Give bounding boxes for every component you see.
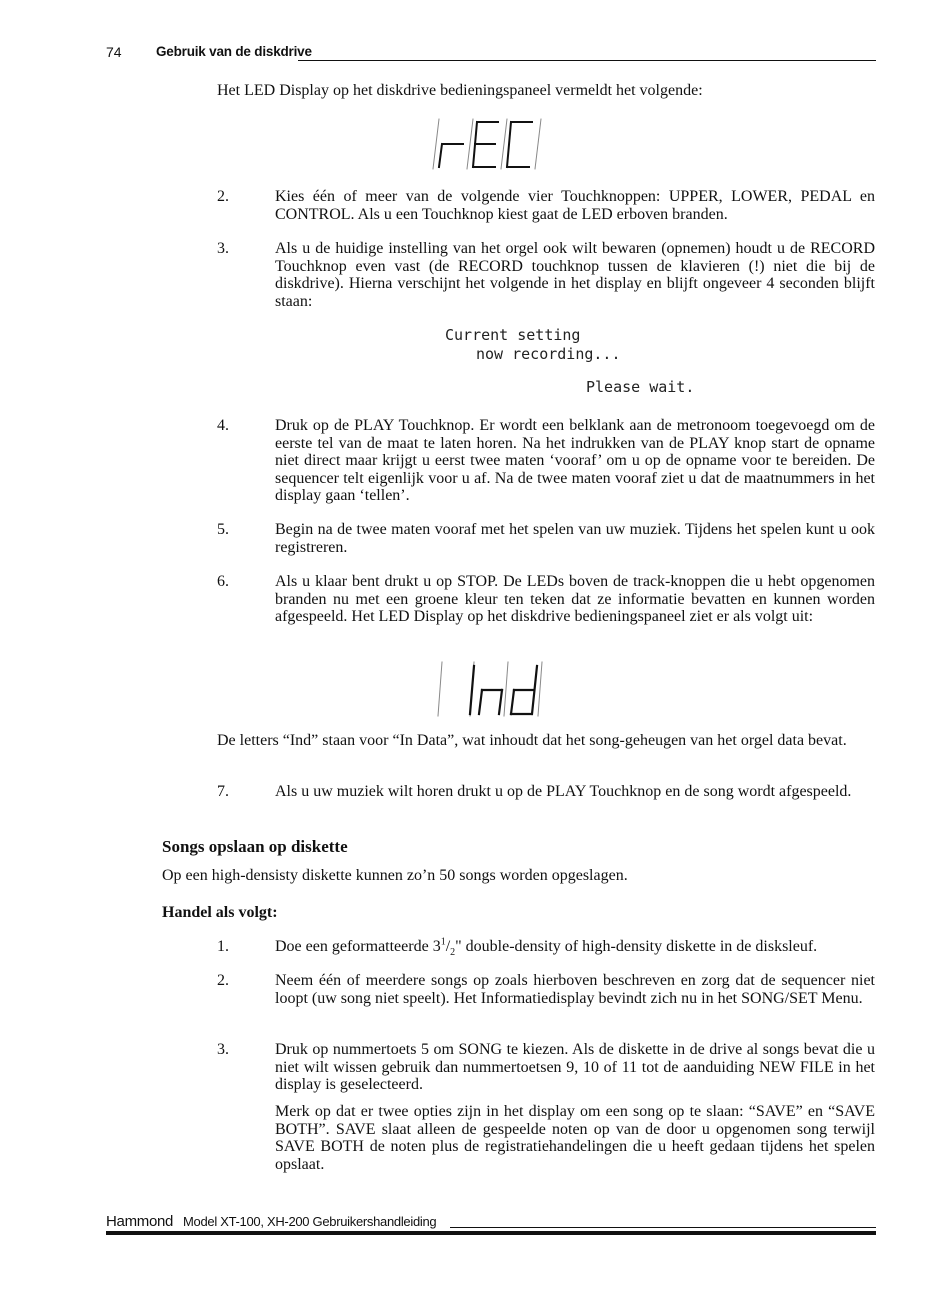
step-5-text: Begin na de twee maten vooraf met het spelen van uw muziek. Tijdens het spelen kunt u ook registreren. xyxy=(275,521,875,556)
page-number: 74 xyxy=(106,44,122,60)
header-rule xyxy=(298,60,876,61)
running-header: Gebruik van de diskdrive xyxy=(156,44,312,59)
fraction-numerator: 1 xyxy=(440,936,446,948)
step-4-text: Druk op de PLAY Touchknop. Er wordt een belklank aan de metronoom toegevoegd om de eerste tel van de maat te laten horen. Na het indrukken van de PLAY knop start de opname niet direct maar krijgt u eerst twee maten ‘vooraf’ om u op de opname voor te bereiden. De sequencer telt eigenlijk voor u af. Na de twee maten vooraf ziet u dat de maatnummers in het display gaan ‘tellen’. xyxy=(275,417,875,504)
footer-rule-thin xyxy=(450,1227,876,1228)
step-5-number: 5. xyxy=(217,521,229,538)
save-step-3-note: Merk op dat er twee opties zijn in het display om een song op te slaan: “SAVE” en “SAVE BOTH”. SAVE slaat alleen de gespeelde noten op van de door u opgenomen song terwijl SAVE BOTH de noten plus de registratiehandelingen die u heeft gedaan tijdens het spelen opslaat. xyxy=(275,1103,875,1173)
step-4-number: 4. xyxy=(217,417,229,434)
step-2-number: 2. xyxy=(217,188,229,205)
fraction-denominator: 2 xyxy=(450,947,456,959)
step-7-text: Als u uw muziek wilt horen drukt u op de PLAY Touchknop en de song wordt afgespeeld. xyxy=(275,783,852,800)
save-step-3-text: Druk op nummertoets 5 om SONG te kiezen. Als de diskette in de drive al songs bevat die u niet wilt wissen gebruik dan nummertoetsen 9, 10 of 11 tot de aanduiding NEW FILE in het display is geselecteerd. xyxy=(275,1041,875,1093)
led-display-rec xyxy=(425,117,555,175)
save-step-1-post: " double-density of high-density diskette in de disksleuf. xyxy=(455,938,818,955)
led-display-ind xyxy=(432,660,557,722)
save-step-2-number: 2. xyxy=(217,972,229,989)
save-step-3-number: 3. xyxy=(217,1041,229,1058)
display-message-line-2: now recording... xyxy=(476,345,621,363)
save-step-1-number: 1. xyxy=(217,938,229,955)
step-3-text: Als u de huidige instelling van het orgel ook wilt bewaren (opnemen) houdt u de RECORD Touchknop even vast (de RECORD touchknop tussen de klavieren (!) niet die bij de diskdrive). Hierna verschijnt het volgende in het display en blijft ongeveer 4 seconden blijft staan: xyxy=(275,240,875,310)
footer-model: Model XT-100, XH-200 Gebruikershandleiding xyxy=(183,1214,437,1229)
save-step-1-text xyxy=(275,936,875,959)
ind-note: De letters “Ind” staan voor “In Data”, wat inhoudt dat het song-geheugen van het orgel data bevat. xyxy=(217,732,847,749)
save-step-1-pre: Doe een geformatteerde 3 xyxy=(275,938,441,955)
save-step-2-text: Neem één of meerdere songs op zoals hierboven beschreven en zorg dat de sequencer niet loopt (uw song niet speelt). Het Informatiedisplay bevindt zich nu in het SONG/SET Menu. xyxy=(275,972,875,1007)
step-3-number: 3. xyxy=(217,240,229,257)
subheading: Handel als volgt: xyxy=(162,904,278,921)
step-6-text: Als u klaar bent drukt u op STOP. De LEDs boven de track-knoppen die u hebt opgenomen branden nu met een groene kleur ten teken dat ze informatie bevatten en kunnen worden afgespeeld. Het LED Display op het diskdrive bedieningspaneel ziet er als volgt uit: xyxy=(275,573,875,625)
intro-text: Het LED Display op het diskdrive bedieningspaneel vermeldt het volgende: xyxy=(217,82,703,99)
step-6-number: 6. xyxy=(217,573,229,590)
display-message-line-3: Please wait. xyxy=(586,378,695,396)
step-7-number: 7. xyxy=(217,783,229,800)
footer-rule-thick xyxy=(106,1231,876,1235)
section-heading: Songs opslaan op diskette xyxy=(162,837,348,856)
footer-brand: Hammond xyxy=(106,1213,174,1230)
step-2-text: Kies één of meer van de volgende vier Touchknoppen: UPPER, LOWER, PEDAL en CONTROL. Als u een Touchknop kiest gaat de LED erboven branden. xyxy=(275,188,875,223)
display-message-line-1: Current setting xyxy=(445,326,581,344)
section-intro: Op een high-densisty diskette kunnen zo’n 50 songs worden opgeslagen. xyxy=(162,867,628,884)
fraction-slash: / xyxy=(445,938,451,955)
